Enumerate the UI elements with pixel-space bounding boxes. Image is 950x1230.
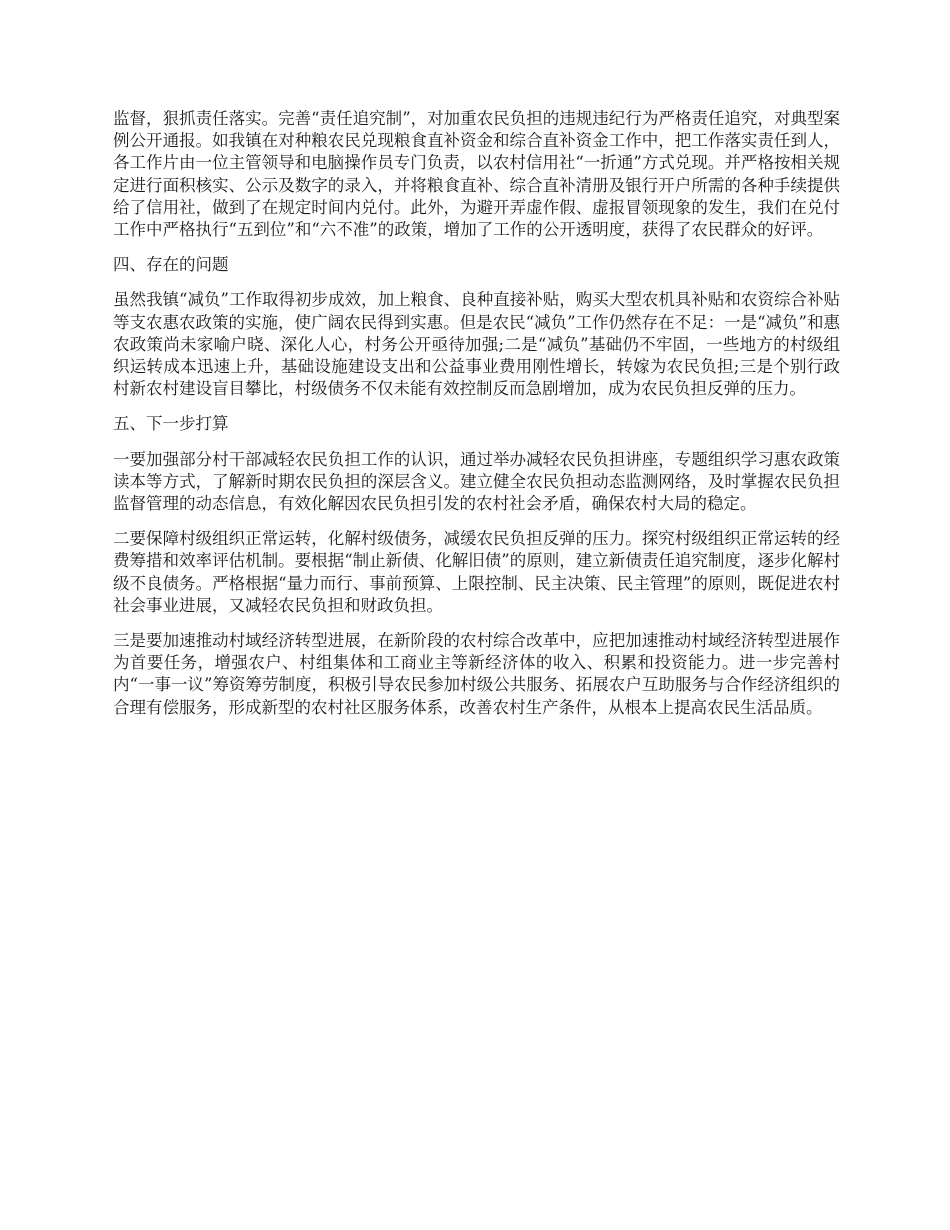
paragraph-next-step-3: 三是要加速推动村域经济转型进展，在新阶段的农村综合改革中，应把加速推动村域经济转型进展作为首要任务，增强农户、村组集体和工商业主等新经济体的收入、积累和投资能力。进一步完善村内“一事一议”筹资筹劳制度，积极引导农民参加村级公共服务、拓展农户互助服务与合作经济组织的合理有偿服务，形成新型的农村社区服务体系，改善农村生产条件，从根本上提高农民生活品质。 [113, 631, 840, 717]
section-heading-problems: 四、存在的问题 [113, 255, 229, 275]
paragraph-next-step-1: 一要加强部分村干部减轻农民负担工作的认识，通过举办减轻农民负担讲座，专题组织学习惠农政策读本等方式，了解新时期农民负担的深层含义。建立健全农民负担动态监测网络，及时掌握农民负担监督管理的动态信息，有效化解因农民负担引发的农村社会矛盾，确保农村大局的稳定。 [113, 449, 840, 514]
paragraph-next-step-2: 二要保障村级组织正常运转，化解村级债务，减缓农民负担反弹的压力。探究村级组织正常运转的经费筹措和效率评估机制。要根据“制止新债、化解旧债”的原则，建立新债责任追究制度，逐步化解村级不良债务。严格根据“量力而行、事前预算、上限控制、民主决策、民主管理”的原则，既促进农村社会事业进展，又减轻农民负担和财政负担。 [113, 529, 840, 615]
paragraph-supervision: 监督，狠抓责任落实。完善“责任追究制”，对加重农民负担的违规违纪行为严格责任追究，对典型案例公开通报。如我镇在对种粮农民兑现粮食直补资金和综合直补资金工作中，把工作落实责任到人，各工作片由一位主管领导和电脑操作员专门负责，以农村信用社“一折通”方式兑现。并严格按相关规定进行面积核实、公示及数字的录入，并将粮食直补、综合直补清册及银行开户所需的各种手续提供给了信用社，做到了在规定时间内兑付。此外，为避开弄虚作假、虚报冒领现象的发生，我们在兑付工作中严格执行“五到位”和“六不准”的政策，增加了工作的公开透明度，获得了农民群众的好评。 [113, 109, 840, 240]
paragraph-problems: 虽然我镇“减负”工作取得初步成效，加上粮食、良种直接补贴，购买大型农机具补贴和农资综合补贴等支农惠农政策的实施，使广阔农民得到实惠。但是农民“减负”工作仍然存在不足：一是“减负”和惠农政策尚未家喻户晓、深化人心，村务公开亟待加强;二是“减负”基础仍不牢固，一些地方的村级组织运转成本迅速上升，基础设施建设支出和公益事业费用刚性增长，转嫁为农民负担;三是个别行政村新农村建设盲目攀比，村级债务不仅未能有效控制反而急剧增加，成为农民负担反弹的压力。 [113, 290, 840, 399]
document-body [113, 108, 840, 732]
section-heading-next-steps: 五、下一步打算 [113, 414, 229, 434]
